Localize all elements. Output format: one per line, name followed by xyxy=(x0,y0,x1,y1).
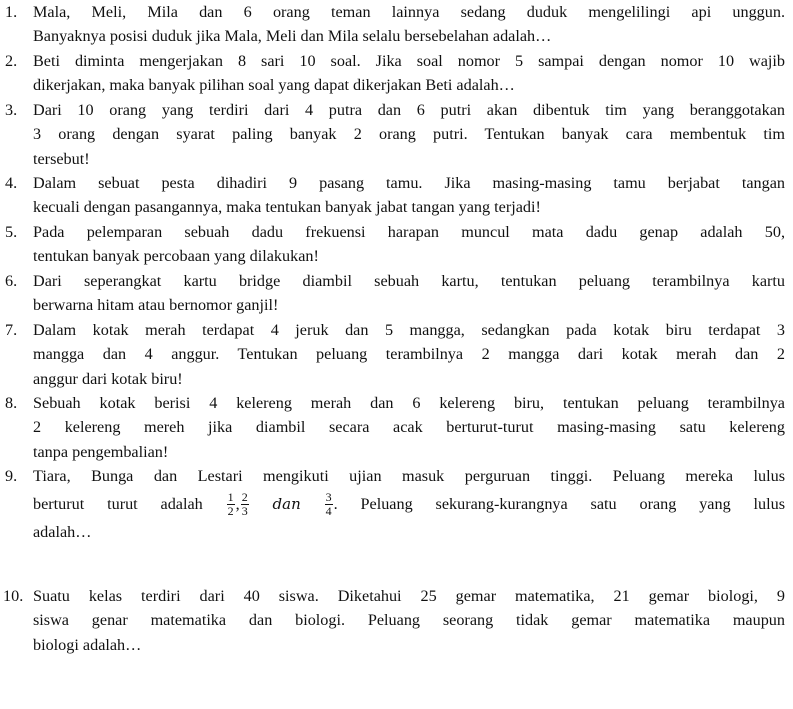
question-text xyxy=(33,318,785,391)
question-text xyxy=(33,220,785,269)
question-line: Suatu kelas terdiri dari 40 siswa. Diketahui 25 gemar matematika, 21 gemar biologi, 9 xyxy=(33,587,785,605)
question-number: 7. xyxy=(5,321,18,339)
question-line: Dari seperangkat kartu bridge diambil sebuah kartu, tentukan peluang terambilnya kartu xyxy=(33,272,785,290)
question-text xyxy=(33,391,785,464)
question-number: 3. xyxy=(5,101,18,119)
fraction-three-quarters xyxy=(325,491,333,518)
question-line: siswa genar matematika dan biologi. Peluang seorang tidak gemar matematika maupun xyxy=(33,611,785,630)
question-line: adalah… xyxy=(33,523,92,542)
question-line: Banyaknya posisi duduk jika Mala, Meli dan Mila selalu bersebelahan adalah… xyxy=(33,27,552,46)
question-number: 4. xyxy=(5,174,18,192)
fraction-denominator: 3 xyxy=(241,504,248,519)
question-number: 5. xyxy=(5,223,18,241)
question-line: berwarna hitam atau bernomor ganjil! xyxy=(33,296,279,315)
question-text-segment: berturut turut adalah xyxy=(33,495,203,514)
question-text xyxy=(33,269,785,318)
question-line-with-fractions: berturut turut adalah $\frac{1}{2}$ , $\frac{2}{3}$ dan $\frac{3}{4}$ . Peluang sekurang-kurangnya satu orang yang lulus xyxy=(33,490,785,519)
question-line: kecuali dengan pasangannya, maka tentukan banyak jabat tangan yang terjadi! xyxy=(33,198,541,217)
fraction-one-half xyxy=(227,491,235,518)
question-line: tanpa pengembalian! xyxy=(33,442,169,461)
fraction-denominator: 2 xyxy=(227,504,234,519)
question-line: Mala, Meli, Mila dan 6 orang teman lainnya sedang duduk mengelilingi api unggun. xyxy=(33,3,785,21)
question-line: Sebuah kotak berisi 4 kelereng merah dan 6 kelereng biru, tentukan peluang terambilnya xyxy=(33,394,785,412)
question-number: 8. xyxy=(5,394,18,412)
question-text xyxy=(33,171,785,220)
question-line: tersebut! xyxy=(33,149,90,168)
question-line: dikerjakan, maka banyak pilihan soal yang dapat dikerjakan Beti adalah… xyxy=(33,76,515,95)
fraction-denominator: 4 xyxy=(325,504,332,519)
question-text xyxy=(33,98,785,171)
fraction-numerator: 3 xyxy=(325,490,332,505)
question-line: Dari 10 orang yang terdiri dari 4 putra dan 6 putri akan dibentuk tim yang beranggotakan xyxy=(33,101,785,119)
fraction-numerator: 2 xyxy=(241,490,248,505)
question-text xyxy=(33,0,785,49)
question-number: 6. xyxy=(5,272,18,290)
question-line: Dalam kotak merah terdapat 4 jeruk dan 5 mangga, sedangkan pada kotak biru terdapat 3 xyxy=(33,321,785,339)
question-text xyxy=(33,49,785,98)
math-word-dan: dan xyxy=(272,495,301,514)
question-line: tentukan banyak percobaan yang dilakukan! xyxy=(33,247,319,266)
question-text xyxy=(33,464,785,545)
question-number: 10. xyxy=(3,587,24,605)
question-line: anggur dari kotak biru! xyxy=(33,369,183,388)
question-line: mangga dan 4 anggur. Tentukan peluang terambilnya 2 mangga dari kotak merah dan 2 xyxy=(33,345,785,364)
fraction-numerator: 1 xyxy=(227,490,234,505)
question-line: biologi adalah… xyxy=(33,635,142,654)
question-number: 1. xyxy=(5,3,18,21)
fraction-two-thirds xyxy=(241,491,249,518)
question-text xyxy=(33,584,785,657)
question-line: Tiara, Bunga dan Lestari mengikuti ujian masuk perguruan tinggi. Peluang mereka lulus xyxy=(33,467,785,485)
question-line: 3 orang dengan syarat paling banyak 2 orang putri. Tentukan banyak cara membentuk tim xyxy=(33,125,785,144)
question-line: 2 kelereng mereh jika diambil secara acak berturut-turut masing-masing satu kelereng xyxy=(33,418,785,437)
question-line: Beti diminta mengerjakan 8 sari 10 soal. Jika soal nomor 5 sampai dengan nomor 10 wajib xyxy=(33,52,785,70)
question-text-segment: . Peluang sekurang-kurangnya satu orang yang lulus xyxy=(333,495,785,514)
question-line: Pada pelemparan sebuah dadu frekuensi harapan muncul mata dadu genap adalah 50, xyxy=(33,223,785,241)
question-line: Dalam sebuat pesta dihadiri 9 pasang tamu. Jika masing-masing tamu berjabat tangan xyxy=(33,174,785,192)
question-number: 9. xyxy=(5,467,18,485)
question-number: 2. xyxy=(5,52,18,70)
